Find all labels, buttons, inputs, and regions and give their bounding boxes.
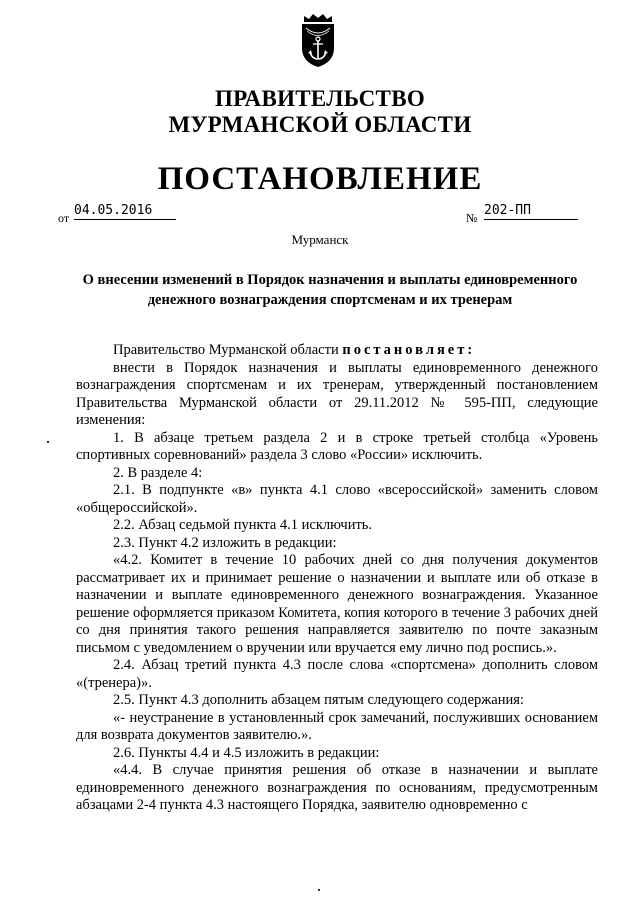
document-number: 202-ПП [484, 203, 578, 220]
document-subject: О внесении изменений в Порядок назначения и выплаты единовременного денежного вознаграждения спортсменам и их тренерам [82, 272, 578, 308]
document-type-title: ПОСТАНОВЛЕНИЕ [157, 161, 483, 197]
body-paragraph: 2.4. Абзац третий пункта 4.3 после слова «спортсмена» дополнить словом «(тренера)». [76, 657, 598, 691]
body-paragraph: внести в Порядок назначения и выплаты единовременного денежного вознаграждения спортсменам и их тренерам, утвержденный постановлением Правительства Мурманской области от 29.11.2012 № 595-ПП, следующие изменения: [76, 359, 598, 428]
document-body [76, 342, 598, 815]
intro-lead: Правительство Мурманской области [113, 342, 343, 358]
government-title-line1: ПРАВИТЕЛЬСТВО [214, 86, 426, 111]
body-paragraph: «- неустранение в установленный срок замечаний, послуживших основанием для возврата документов заявителю.». [76, 709, 598, 743]
government-title-line2: МУРМАНСКОЙ ОБЛАСТИ [168, 112, 472, 137]
body-paragraph: 2. В разделе 4: [113, 464, 203, 481]
coat-of-arms-emblem [296, 12, 340, 68]
body-paragraph: «4.4. В случае принятия решения об отказе в назначении и выплате единовременного денежного вознаграждения по основаниям, предусмотренным абзацами 2-4 пункта 4.3 настоящего Порядка, заявителю одновременно с [76, 762, 598, 813]
body-paragraph: 2.6. Пункты 4.4 и 4.5 изложить в редакции: [113, 744, 380, 761]
scan-speck [318, 889, 320, 891]
body-paragraph: 2.5. Пункт 4.3 дополнить абзацем пятым следующего содержания: [113, 692, 524, 708]
intro-decree-word: постановляет: [342, 342, 476, 358]
body-paragraph: 2.3. Пункт 4.2 изложить в редакции: [113, 534, 337, 551]
body-paragraph: 2.2. Абзац седьмой пункта 4.1 исключить. [113, 517, 373, 533]
date-label: от [58, 211, 70, 225]
body-paragraph: 2.1. В подпункте «в» пункта 4.1 слово «всероссийской» заменить словом «общероссийской». [76, 482, 598, 516]
body-paragraph: «4.2. Комитет в течение 10 рабочих дней со дня получения документов рассматривает их и принимает решение о назначении и выплате или об отказе в назначении и выплате единовременного денежного вознаграждения. Указанное решение оформляется приказом Комитета, копия которого в течение 3 рабочих дней со дня принятия такого решения направляется заявителю по почте заказным письмом с уведомлением о вручении или вручается ему лично под роспись.». [76, 552, 598, 656]
body-paragraph: 1. В абзаце третьем раздела 2 и в строке третьей столбца «Уровень спортивных соревнований» раздела 3 слово «России» исключить. [76, 429, 598, 463]
document-date: 04.05.2016 [74, 203, 176, 220]
intro-paragraph [76, 342, 598, 360]
number-label: № [466, 211, 478, 225]
city-name: Мурманск [291, 232, 349, 247]
scan-speck [47, 441, 49, 443]
